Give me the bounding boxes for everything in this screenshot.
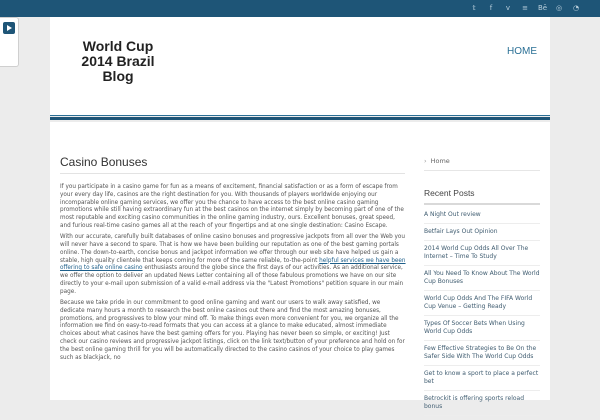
site-title[interactable]: World Cup 2014 Brazil Blog [81,38,155,84]
paragraph [60,234,406,296]
recent-post-link[interactable]: A Night Out review [424,211,540,224]
recent-post-link[interactable]: Get to know a sport to place a perfect bet [424,370,540,391]
dribbble-icon[interactable]: ◎ [555,4,563,12]
social-icons [470,3,580,13]
title-divider [60,173,405,174]
twitter-icon[interactable]: 𝕥 [472,4,476,12]
main-content [50,122,550,410]
nav-home-link[interactable]: HOME [507,46,537,57]
page-title: Casino Bonuses [60,155,148,169]
breadcrumb [424,154,540,168]
side-tab[interactable] [0,17,19,67]
recent-posts-list [424,211,540,416]
paragraph: If you participate in a casino game for fun as a means of excitement, financial satisfaction or as a form of escape from your every day life, casinos are the right destination for you. With thousands of players worldwide enjoying our incomparable online gaming services, we offer you the chance to have access to the best online casino gaming promotions while still having extraordinary fun at the best casinos on the internet simply by becoming part of one of the most reputable and exciting casino communities in the online gaming industry, ours. Excellent bonuses, great speed, and furious real-time casino games all at the reach of your fingertips and at one single destination: Casino Escape. [60,184,404,229]
vimeo-icon[interactable]: v [505,4,511,12]
sidebar [424,154,540,420]
rss-icon[interactable]: ◔ [572,4,580,12]
recent-post-link[interactable]: Betrockit is offering sports reload bonus [424,395,540,416]
header-divider [50,115,550,116]
recent-post-link[interactable]: 2014 World Cup Odds All Over The Internet – Time To Study [424,245,540,266]
breadcrumb-divider [424,170,540,171]
inline-link[interactable]: helpful services we have been offering to safe online casino [60,257,406,272]
recent-post-link[interactable]: Betfair Lays Out Opinion [424,228,540,241]
header-divider-thick [50,117,550,120]
play-icon[interactable] [3,22,15,34]
recent-posts-heading: Recent Posts [424,188,475,198]
site-header [50,17,550,116]
paragraph: Because we take pride in our commitment to good online gaming and want our users to walk away satisfied, we dedicate many hours a month to research the best online casinos out there and find the most amazing bonuses, promotions, and progressives to blow your mind off. To make things even more convenient for you, we organize all the information we find on easy-to-read formats that you can access at a glance to make educated, almost immediate choices about what casinos have the best gaming offers for you. Playing has never been so simple, or exciting! Just check our casino reviews and progressive jackpot listings, click on the link text/button of your preference and hold on for the best online gaming thrill for you will be automatically directed to the casino casinos of your choice to play games such as blackjack, no [60,299,405,361]
facebook-icon[interactable]: f [489,4,493,12]
paragraph-text: enthusiasts around the globe since the first days of our activities. As an additional service, we offer the option to deliver an updated News Letter containing all of those fabulous promotions we have on our site directly to your e-mail upon submission of a valid e-mail address via the "Latest Promotions" petition square in our main page. [60,265,404,295]
article-body [60,184,406,366]
recent-post-link[interactable]: Few Effective Strategies to Be On the Safer Side With The World Cup Odds [424,345,540,366]
recent-post-link[interactable]: All You Need To Know About The World Cup Bonuses [424,270,540,291]
behance-icon[interactable]: Bē [538,4,548,12]
recent-post-link[interactable]: Types Of Soccer Bets When Using World Cup Odds [424,320,540,341]
recent-post-link[interactable]: World Cup Odds And The FIFA World Cup Venue – Getting Ready [424,295,540,316]
recent-posts-divider [424,203,540,205]
digg-icon[interactable]: ≡ [522,4,528,12]
paragraph-text: With our accurate, carefully built databases of online casino bonuses and progressive jackpots from all over the Web you will never have a second to spare. That is how we have been building our reputation as one of the best gaming portals online. The down-to-earth, concise bonus and jackpot information we offer through our web site have helped us gain a stable, high quality clientele that keeps coming for more of the same reliable, to-the-point [60,234,405,264]
breadcrumb-home[interactable]: Home [430,157,450,165]
chevron-right-icon: › [424,157,427,165]
top-bar [0,0,600,17]
